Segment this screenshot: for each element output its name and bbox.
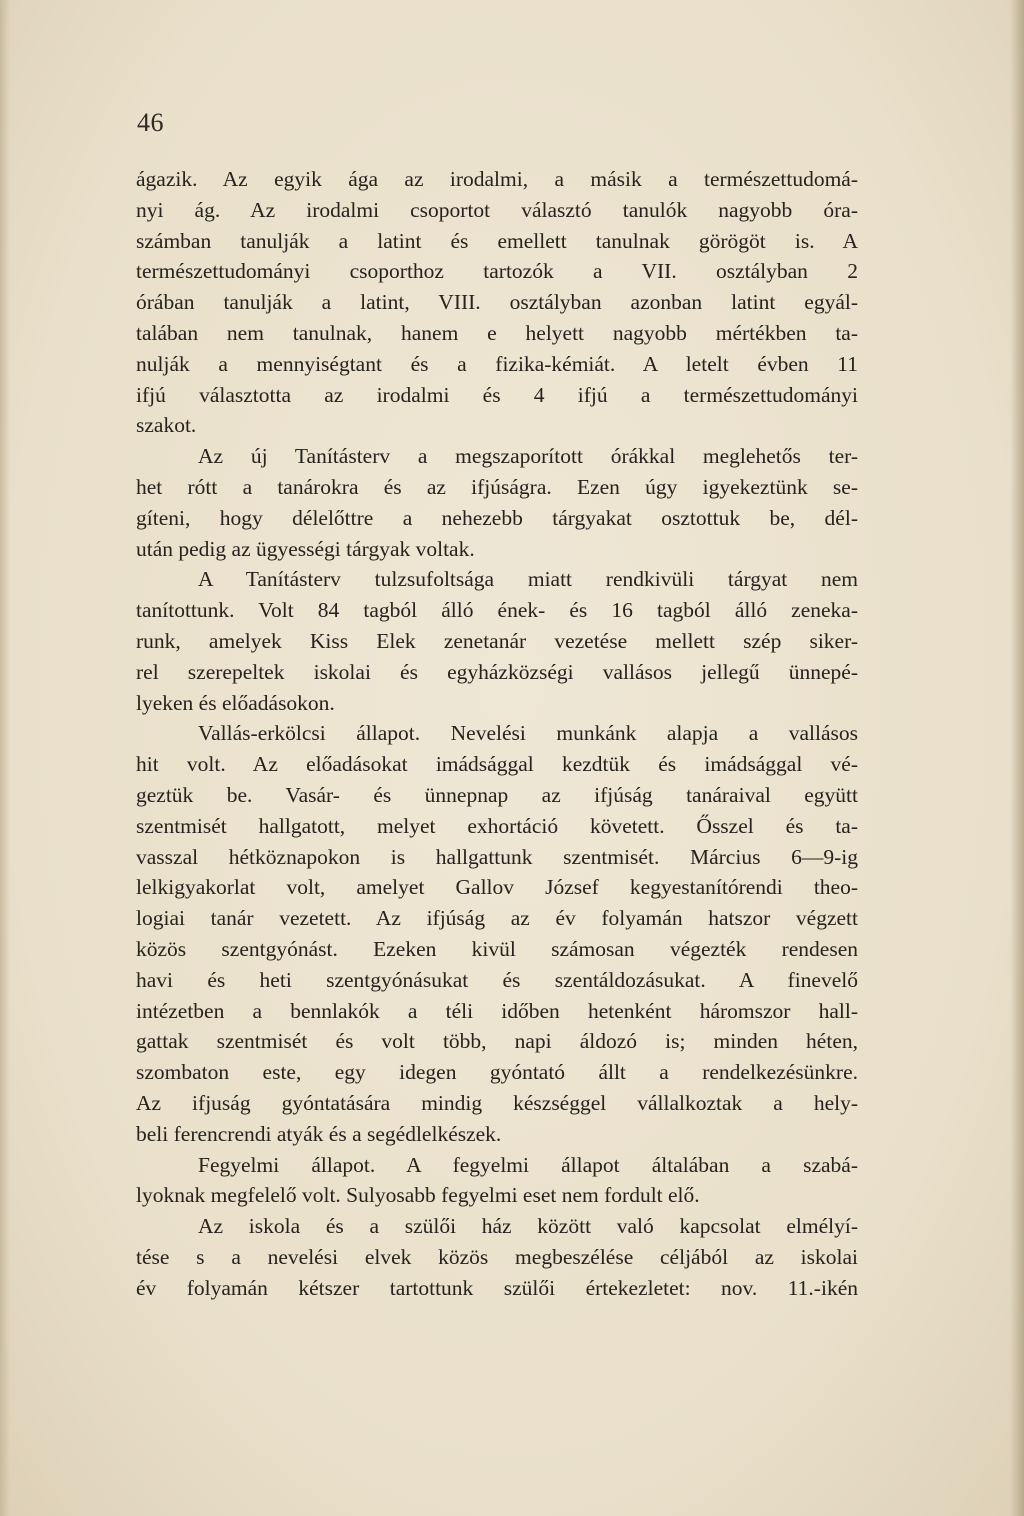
text-line: logiai tanár vezetett. Az ifjúság az év folyamán hatszor végzett bbox=[136, 906, 858, 931]
page-right-edge-shadow bbox=[1010, 0, 1024, 1516]
text-line: intézetben a bennlakók a téli időben hetenként háromszor hall- bbox=[136, 998, 858, 1023]
text-line: rel szerepeltek iskolai és egyházközségi vallásos jellegű ünnepé- bbox=[136, 659, 858, 684]
text-line: Az új Tanításterv a megszaporított órákkal meglehetős ter- bbox=[198, 444, 858, 469]
body-text bbox=[136, 164, 858, 1303]
text-line: tése s a nevelési elvek közös megbeszélése céljából az iskolai bbox=[136, 1244, 858, 1269]
text-line: runk, amelyek Kiss Elek zenetanár vezetése mellett szép siker- bbox=[136, 628, 858, 653]
page-left-edge-shadow bbox=[0, 0, 10, 1516]
text-line: geztük be. Vasár- és ünnepnap az ifjúság tanáraival együtt bbox=[136, 782, 858, 807]
text-line: számban tanulják a latint és emellett tanulnak görögöt is. A bbox=[136, 228, 858, 253]
text-line: szakot. bbox=[136, 413, 197, 438]
text-line: ágazik. Az egyik ága az irodalmi, a másik a természettudomá- bbox=[136, 167, 858, 191]
text-line: Fegyelmi állapot. A fegyelmi állapot általában a szabá- bbox=[198, 1152, 858, 1177]
text-line: gíteni, hogy délelőttre a nehezebb tárgyakat osztottuk be, dél- bbox=[136, 505, 858, 530]
text-line: het rótt a tanárokra és az ifjúságra. Ezen úgy igyekeztünk se- bbox=[136, 474, 858, 499]
text-line: hit volt. Az előadásokat imádsággal kezdtük és imádsággal vé- bbox=[136, 752, 858, 777]
text-line: Az ifjuság gyóntatására mindig készséggel vállalkoztak a hely- bbox=[136, 1090, 858, 1115]
text-line: közös szentgyónást. Ezeken kivül számosan végezték rendesen bbox=[136, 936, 858, 961]
text-line: Az iskola és a szülői ház között való kapcsolat elmélyí- bbox=[198, 1214, 858, 1239]
text-line: órában tanulják a latint, VIII. osztályban azonban latint egyál- bbox=[136, 290, 858, 315]
text-line: év folyamán kétszer tartottunk szülői értekezletet: nov. 11.-ikén bbox=[136, 1275, 858, 1300]
page-number: 46 bbox=[137, 108, 164, 137]
text-line: gattak szentmisét és volt több, napi áldozó is; minden héten, bbox=[136, 1029, 858, 1054]
text-line: beli ferencrendi atyák és a segédlelkészek. bbox=[136, 1121, 502, 1146]
text-line: nulják a mennyiségtant és a fizika-kémiát. A letelt évben 11 bbox=[136, 351, 858, 376]
text-line: Vallás-erkölcsi állapot. Nevelési munkánk alapja a vallásos bbox=[198, 721, 858, 746]
text-line: nyi ág. Az irodalmi csoportot választó tanulók nagyobb óra- bbox=[136, 197, 858, 222]
text-line: havi és heti szentgyónásukat és szentáldozásukat. A finevelő bbox=[136, 967, 858, 992]
text-line: után pedig az ügyességi tárgyak voltak. bbox=[136, 536, 475, 561]
text-line: szombaton este, egy idegen gyóntató állt a rendelkezésünkre. bbox=[136, 1060, 858, 1085]
text-line: lelkigyakorlat volt, amelyet Gallov József kegyestanítórendi theo- bbox=[136, 875, 858, 900]
text-line: lyoknak megfelelő volt. Sulyosabb fegyelmi eset nem fordult elő. bbox=[136, 1183, 700, 1208]
text-line: A Tanításterv tulzsufoltsága miatt rendkivüli tárgyat nem bbox=[198, 567, 858, 592]
text-line: szentmisét hallgatott, melyet exhortáció követett. Ősszel és ta- bbox=[136, 813, 858, 838]
text-line: lyeken és előadásokon. bbox=[136, 690, 335, 715]
text-line: ifjú választotta az irodalmi és 4 ifjú a természettudományi bbox=[136, 382, 858, 407]
text-line: talában nem tanulnak, hanem e helyett nagyobb mértékben ta- bbox=[136, 320, 858, 345]
text-line: vasszal hétköznapokon is hallgattunk szentmisét. Március 6—9-ig bbox=[136, 844, 858, 869]
text-line: tanítottunk. Volt 84 tagból álló ének- és 16 tagból álló zeneka- bbox=[136, 598, 858, 623]
text-line: természettudományi csoporthoz tartozók a VII. osztályban 2 bbox=[136, 259, 858, 284]
